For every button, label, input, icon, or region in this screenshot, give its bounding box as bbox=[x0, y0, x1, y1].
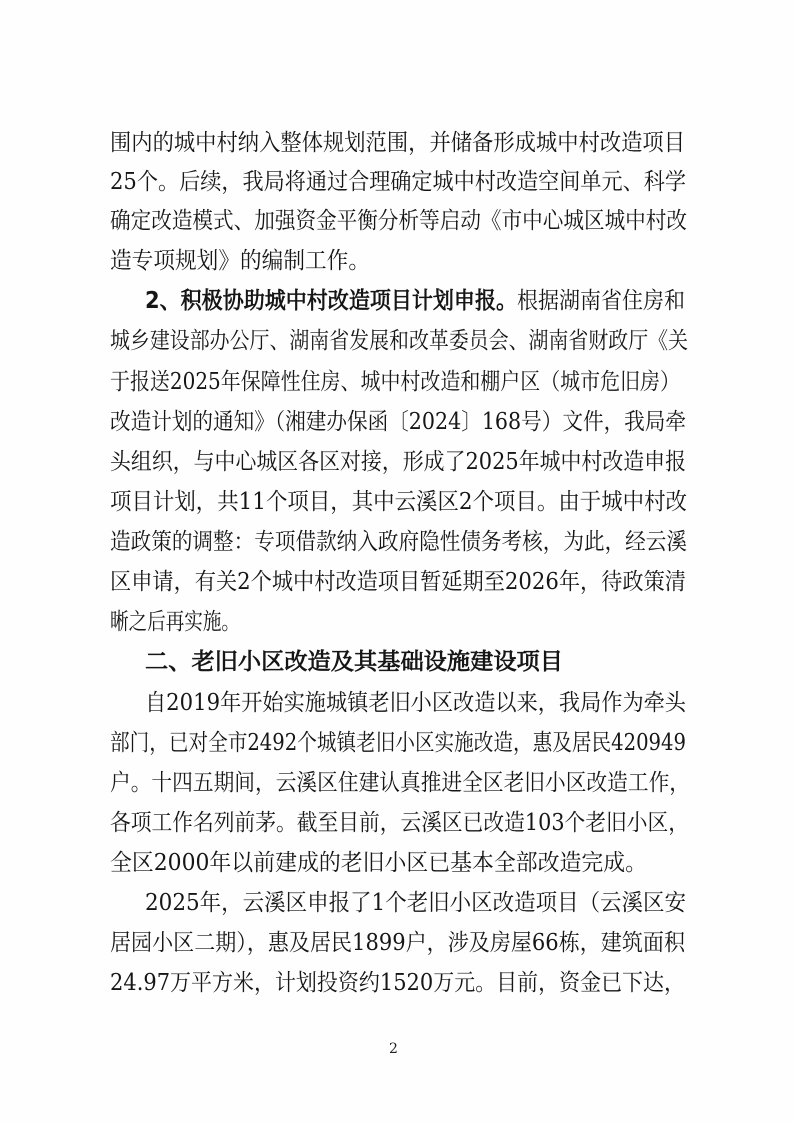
line-text: 围内的城中村纳入整体规划范围，并储备形成城中村改造项目 bbox=[110, 130, 685, 156]
paragraph-line bbox=[0, 442, 793, 482]
line-text: 自2019年开始实施城镇老旧小区改造以来，我局作为牵头 bbox=[145, 690, 686, 716]
line-text: 2025年，云溪区申报了1个老旧小区改造项目（云溪区安 bbox=[145, 890, 686, 916]
paragraph-line bbox=[0, 963, 793, 1003]
line-text: 24.97万平方米，计划投资约1520万元。目前，资金已下达， bbox=[110, 970, 685, 996]
line-text: 造专项规划》的编制工作。 bbox=[110, 248, 370, 274]
paragraph-line bbox=[0, 562, 793, 602]
line-text: 区申请，有关2个城中村改造项目暂延期至2026年，待政策清 bbox=[110, 569, 686, 595]
paragraph-line bbox=[0, 241, 793, 281]
section-heading-line bbox=[0, 642, 793, 682]
paragraph-line bbox=[0, 763, 793, 803]
line-text: 户。十四五期间，云溪区住建认真推进全区老旧小区改造工作， bbox=[110, 770, 690, 796]
line-text: 全区2000年以前建成的老旧小区已基本全部改造完成。 bbox=[110, 850, 647, 876]
page-number: 2 bbox=[389, 1041, 398, 1057]
paragraph-line bbox=[0, 723, 793, 763]
paragraph-line bbox=[0, 522, 793, 562]
line-text: 改造计划的通知》（湘建办保函〔2024〕168号）文件，我局牵 bbox=[110, 409, 686, 435]
line-text: 于报送2025年保障性住房、城中村改造和棚户区（城市危旧房） bbox=[110, 369, 680, 395]
paragraph-line bbox=[0, 321, 793, 361]
line-text: 头组织，与中心城区各区对接，形成了2025年城中村改造申报 bbox=[110, 449, 686, 475]
line-text: 部门，已对全市2492个城镇老旧小区实施改造，惠及居民420949 bbox=[110, 730, 686, 756]
line-text: 25个。后续，我局将通过合理确定城中村改造空间单元、科学 bbox=[110, 169, 686, 195]
line-text: 城乡建设部办公厅、湖南省发展和改革委员会、湖南省财政厅《关 bbox=[110, 328, 688, 354]
line-text: 项目计划，共11个项目，其中云溪区2个项目。由于城中村改 bbox=[110, 489, 687, 515]
paragraph-line bbox=[0, 923, 793, 963]
paragraph-line bbox=[0, 843, 793, 883]
paragraph-line bbox=[0, 602, 793, 642]
line-text: 各项工作名列前茅。截至目前，云溪区已改造103个老旧小区， bbox=[110, 810, 689, 836]
line-text: 确定改造模式、加强资金平衡分析等启动《市中心城区城中村改 bbox=[110, 208, 687, 234]
paragraph-line bbox=[0, 362, 793, 402]
line-text: 居园小区二期），惠及居民1899户，涉及房屋66栋，建筑面积 bbox=[110, 930, 685, 956]
line-text: 造政策的调整：专项借款纳入政府隐性债务考核，为此，经云溪 bbox=[110, 529, 687, 555]
numbered-item-heading-line bbox=[0, 281, 793, 321]
paragraph-line bbox=[0, 482, 793, 522]
numbered-item-heading: 2、积极协助城中村改造项目计划申报。 bbox=[145, 288, 517, 314]
line-text: 根据湖南省住房和 bbox=[517, 288, 685, 314]
paragraph-line bbox=[0, 402, 793, 442]
paragraph-line bbox=[0, 883, 793, 923]
paragraph-line bbox=[0, 123, 793, 163]
paragraph-line bbox=[0, 803, 793, 843]
paragraph-line bbox=[0, 201, 793, 241]
section-heading: 二、老旧小区改造及其基础设施建设项目 bbox=[145, 649, 563, 675]
line-text: 晰之后再实施。 bbox=[110, 609, 240, 635]
paragraph-line bbox=[0, 162, 793, 202]
paragraph-line bbox=[0, 683, 793, 723]
